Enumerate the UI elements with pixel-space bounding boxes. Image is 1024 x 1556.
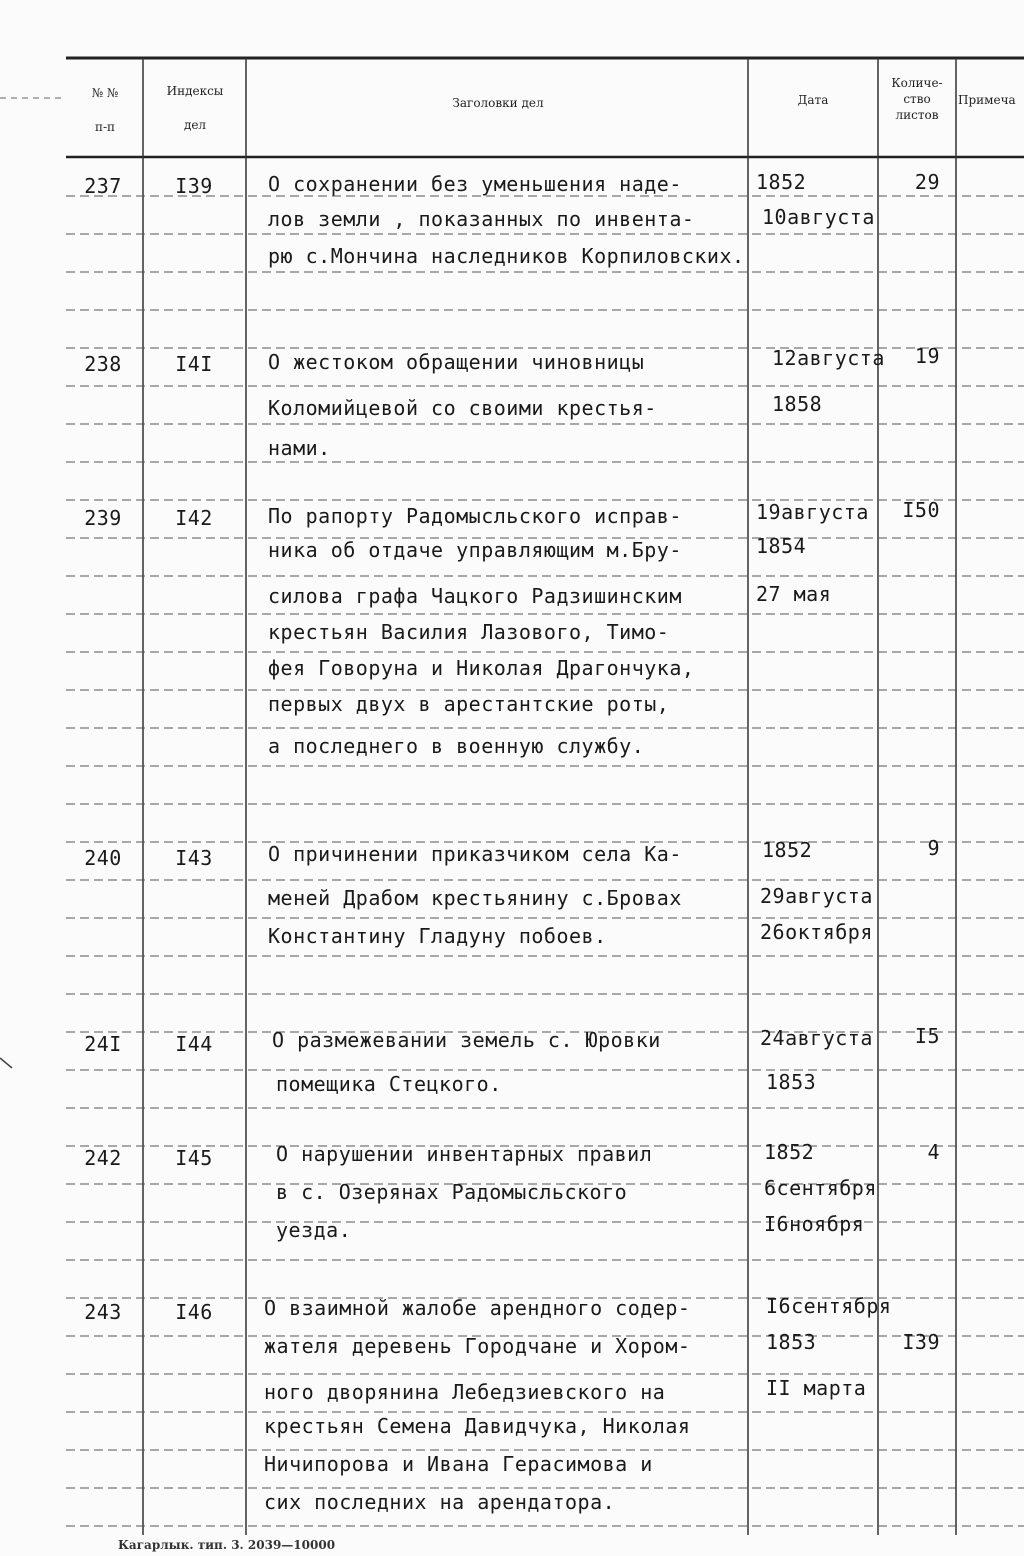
entry-date: I6сентября [766, 1294, 892, 1318]
entry-number: 242 [84, 1146, 122, 1170]
entry-date: 10августа [762, 205, 875, 229]
entry-index: I44 [175, 1032, 213, 1056]
entry-date: 1853 [766, 1330, 817, 1354]
entry-date: 29августа [760, 884, 873, 908]
entry-page-count: 29 [914, 170, 940, 194]
entry-title-line: а последнего в военную службу. [268, 734, 645, 758]
entry-title-line: помещика Стецкого. [276, 1072, 502, 1096]
entry-date: 24августа [760, 1026, 873, 1050]
entry-title-line: в с. Озерянах Радомысльского [276, 1180, 628, 1204]
entry-title-line: сих последних на арендатора. [264, 1490, 616, 1514]
entry-title-line: жателя деревень Городчане и Хором- [264, 1334, 691, 1358]
entry-number: 240 [84, 846, 122, 870]
entry-date: 1854 [756, 534, 807, 558]
header-num-sublabel: п-п [94, 120, 116, 134]
entry-index: I4I [175, 352, 213, 376]
entry-date: II марта [766, 1376, 867, 1400]
entry-date: 26октября [760, 920, 873, 944]
entry-title-line: меней Драбом крестьянину с.Бровах [268, 886, 682, 910]
entry-date: 1852 [756, 170, 807, 194]
entry-index: I45 [175, 1146, 213, 1170]
entry-title-line: О причинении приказчиком села Ка- [268, 842, 682, 866]
entry-page-count: 19 [914, 344, 940, 368]
entry-title-line: О жестоком обращении чиновницы [268, 350, 645, 374]
entry-title-line: ного дворянина Лебедзиевского на [264, 1380, 666, 1404]
header-title-label: Заголовки дел [452, 96, 544, 110]
entry-page-count: I5 [914, 1024, 940, 1048]
entry-date: I6ноября [764, 1212, 865, 1236]
entry-title-line: ника об отдаче управляющим м.Бру- [268, 538, 682, 562]
header-count-label-1: Количе- [891, 76, 943, 90]
header-notes-label: Примеча [958, 93, 1016, 107]
header-date-label: Дата [797, 93, 829, 107]
entry-index: I43 [175, 846, 213, 870]
entry-title-line: Ничипорова и Ивана Герасимова и [264, 1452, 653, 1476]
header-index-label: Индексы [166, 84, 224, 98]
entry-title-line: Константину Гладуну побоев. [268, 924, 607, 948]
entry-index: I46 [175, 1300, 213, 1324]
entry-title-line: О нарушении инвентарных правил [276, 1142, 653, 1166]
entry-page-count: I50 [902, 498, 940, 522]
entry-title-line: По рапорту Радомысльского исправ- [268, 504, 682, 528]
entry-title-line: Коломийцевой со своими крестья- [268, 396, 657, 420]
entry-date: 1852 [764, 1140, 815, 1164]
entry-date: 12августа [772, 346, 885, 370]
entry-number: 239 [84, 506, 122, 530]
header-num-label: № № [91, 86, 119, 100]
entry-title-line: лов земли , показанных по инвента- [268, 207, 695, 231]
entry-page-count: 9 [927, 836, 940, 860]
entry-title-line: крестьян Семена Давидчука, Николая [264, 1414, 691, 1438]
entry-title-line: силова графа Чацкого Радзишинским [268, 584, 682, 608]
printer-imprint: Кагарлык. тип. 3. 2039—10000 [118, 1538, 336, 1552]
entry-title-line: нами. [268, 436, 331, 460]
entry-date: 1852 [762, 838, 813, 862]
header-count-label-3: листов [895, 108, 939, 122]
entry-date: 6сентября [764, 1176, 877, 1200]
entry-date: 1853 [766, 1070, 817, 1094]
entry-date: 1858 [772, 392, 823, 416]
entry-number: 24I [84, 1032, 122, 1056]
entry-title-line: фея Говоруна и Николая Драгончука, [268, 656, 695, 680]
entry-date: 27 мая [756, 582, 832, 606]
entry-title-line: крестьян Василия Лазового, Тимо- [268, 620, 670, 644]
entry-title-line: рю с.Мончина наследников Корпиловских. [268, 244, 745, 268]
entry-number: 238 [84, 352, 122, 376]
entry-title-line: уезда. [276, 1218, 352, 1242]
entry-number: 237 [84, 174, 122, 198]
entry-date: 19августа [756, 500, 869, 524]
entry-page-count: 4 [927, 1140, 940, 1164]
entry-title-line: О размежевании земель с. Юровки [272, 1028, 661, 1052]
entry-title-line: первых двух в арестантские роты, [268, 692, 670, 716]
entry-index: I42 [175, 506, 213, 530]
header-index-sublabel: дел [183, 118, 207, 132]
entry-title-line: О сохранении без уменьшения наде- [268, 172, 682, 196]
entry-number: 243 [84, 1300, 122, 1324]
entry-index: I39 [175, 174, 213, 198]
header-count-label-2: ство [903, 92, 931, 106]
entry-title-line: О взаимной жалобе арендного содер- [264, 1296, 691, 1320]
entry-page-count: I39 [902, 1330, 940, 1354]
